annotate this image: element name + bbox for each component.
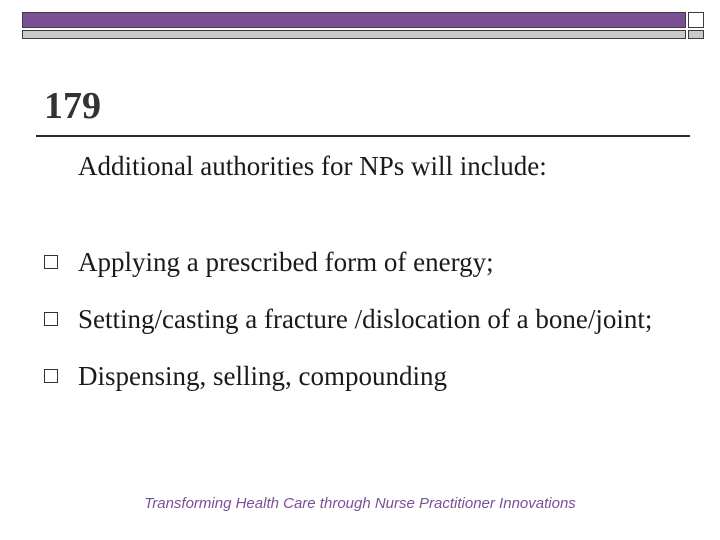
list-item (42, 303, 652, 335)
list-item (42, 246, 652, 278)
header-decoration (0, 0, 720, 46)
intro-text: Additional authorities for NPs will include: (78, 151, 547, 181)
bullet-text: Dispensing, selling, compounding (78, 361, 447, 391)
list-item (42, 360, 652, 392)
title-divider (36, 135, 690, 137)
bullet-list (42, 246, 652, 417)
header-corner-square (688, 12, 704, 28)
slide-footer: Transforming Health Care through Nurse Practitioner Innovations (144, 495, 576, 512)
header-purple-bar (22, 12, 686, 28)
bullet-text: Applying a prescribed form of energy; (78, 247, 494, 277)
header-corner-gray-square (688, 30, 704, 39)
header-gray-bar (22, 30, 686, 39)
hollow-square-bullet-icon (44, 369, 58, 383)
hollow-square-bullet-icon (44, 255, 58, 269)
bullet-text: Setting/casting a fracture /dislocation of a bone/joint; (78, 304, 653, 334)
slide-title: 179 (44, 85, 101, 127)
hollow-square-bullet-icon (44, 312, 58, 326)
